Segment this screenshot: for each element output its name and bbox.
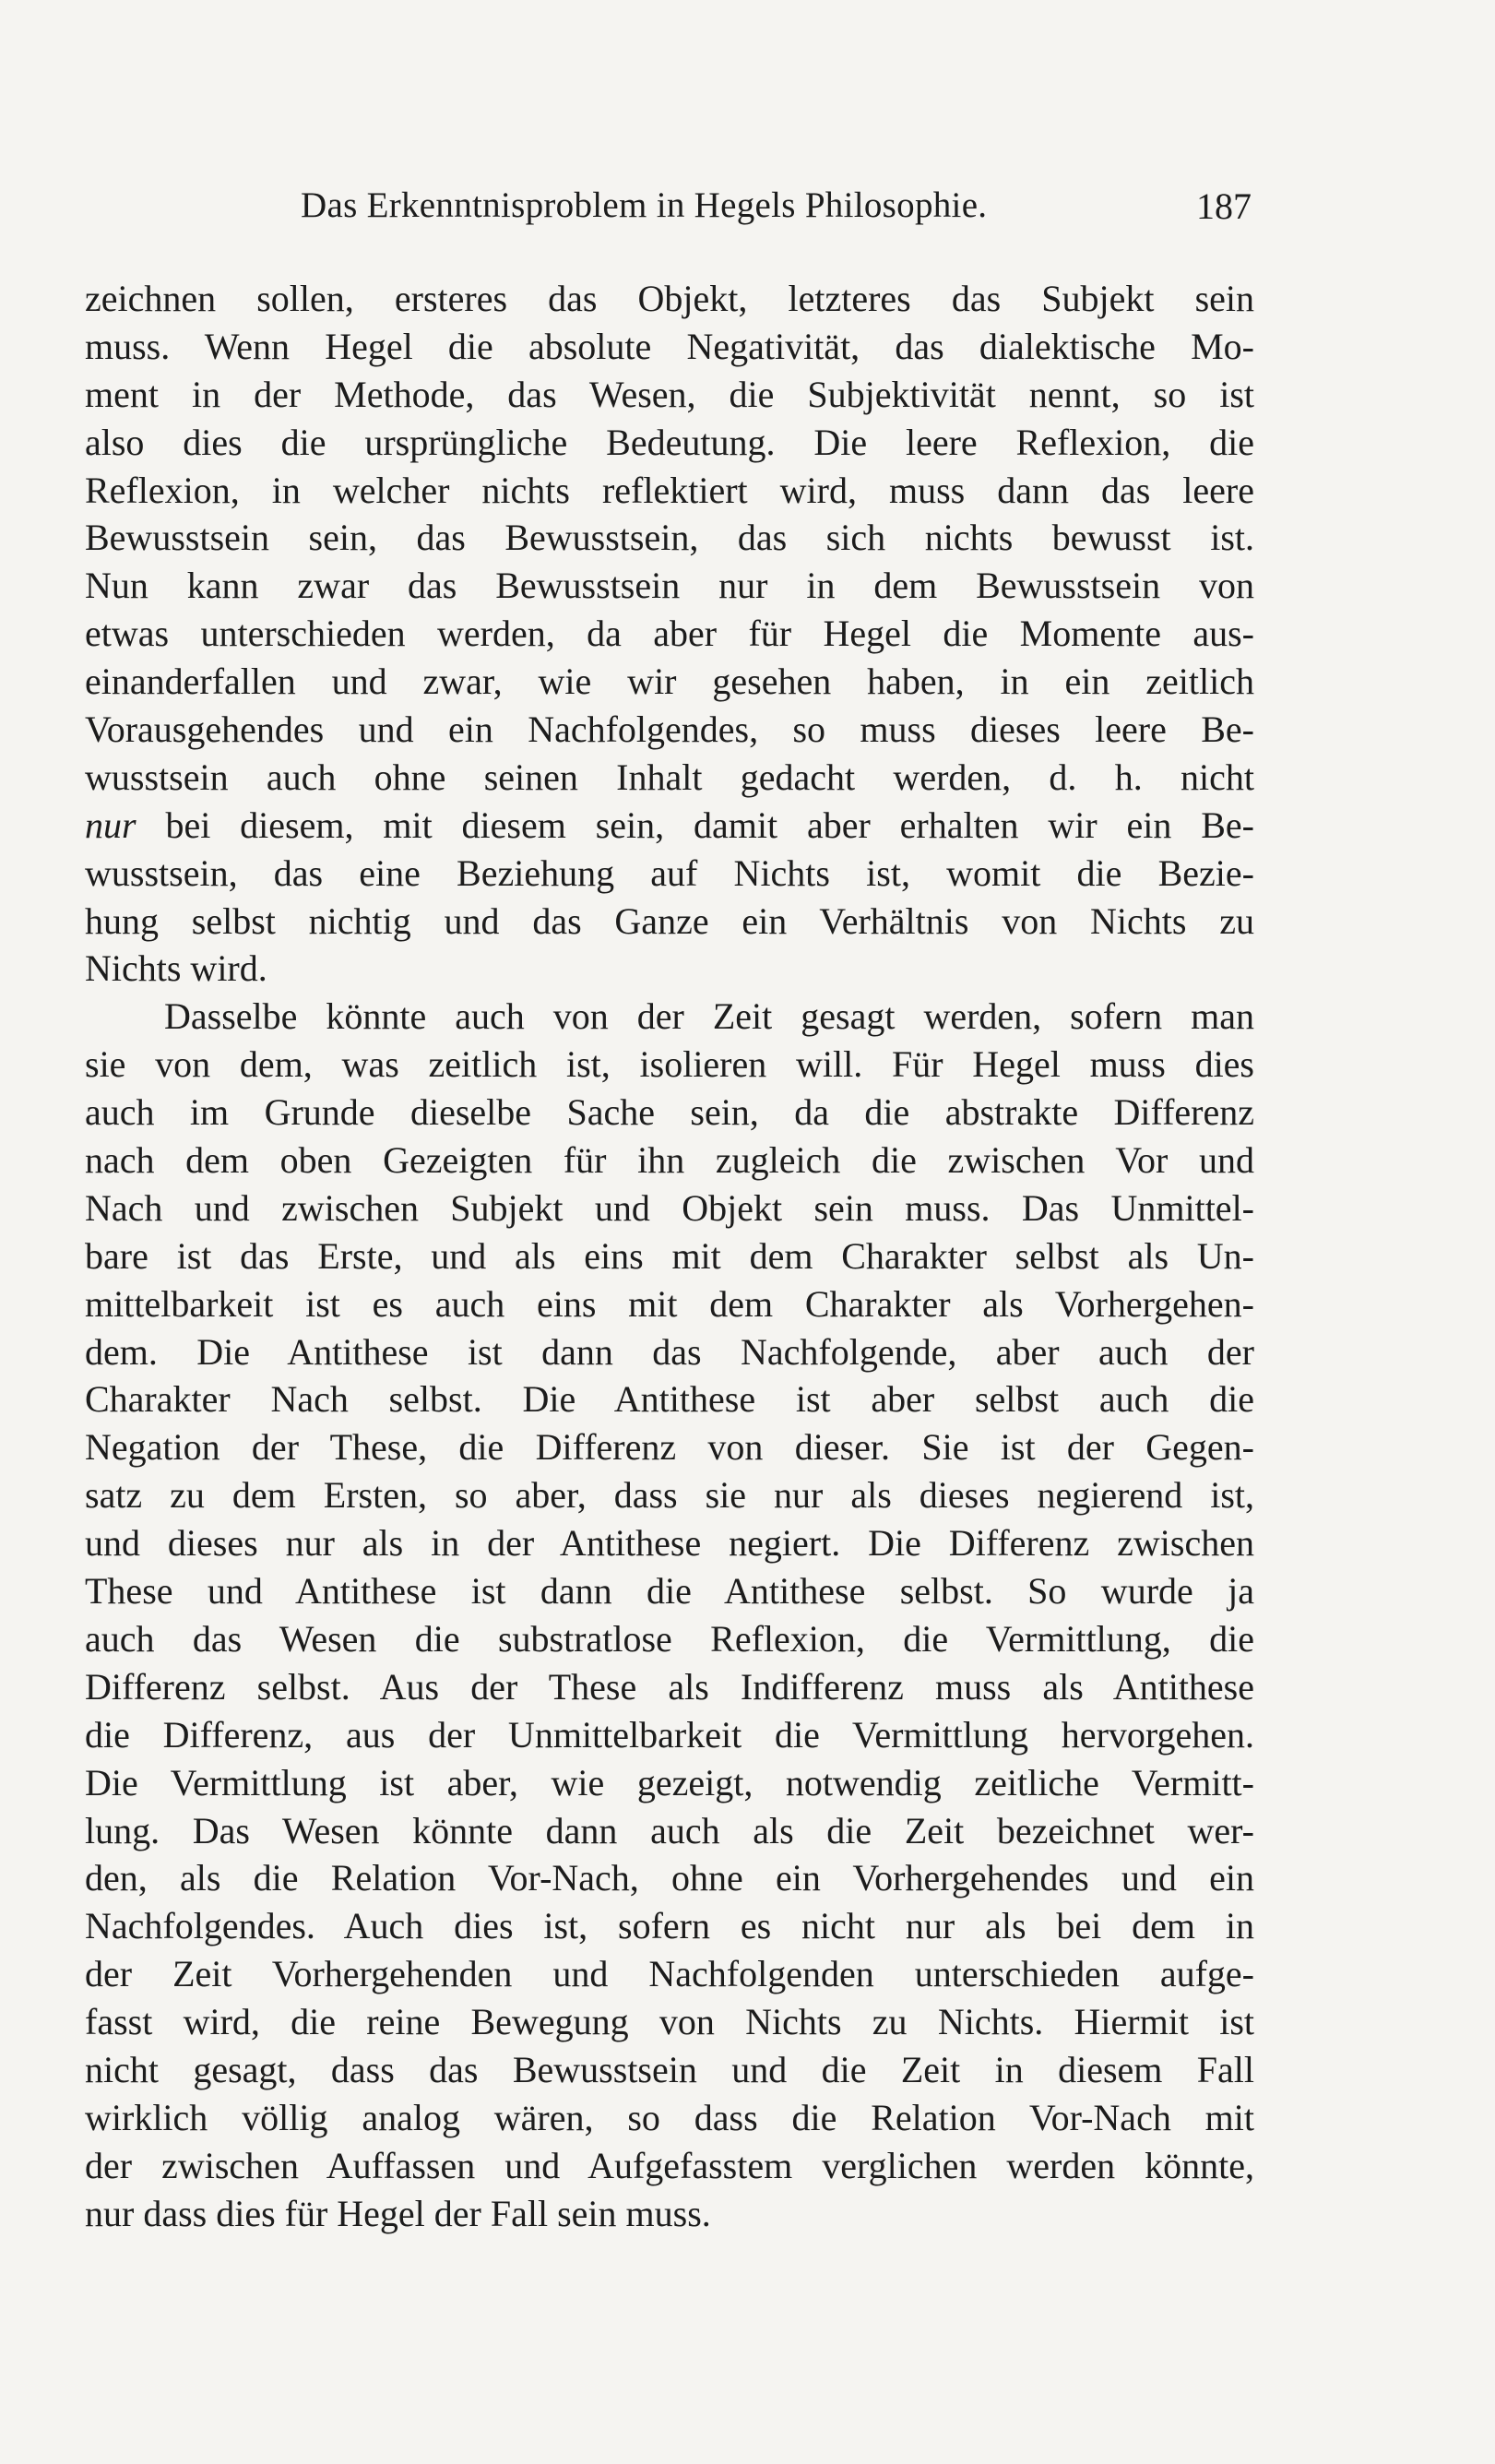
text-line: auch im Grunde dieselbe Sache sein, da die abstrakte Differenz bbox=[85, 1091, 1254, 1134]
text-line: einanderfallen und zwar, wie wir gesehen haben, in ein zeitlich bbox=[85, 661, 1254, 703]
body-text bbox=[85, 275, 1254, 2238]
text-line: These und Antithese ist dann die Antithese selbst. So wurde ja bbox=[85, 1570, 1254, 1613]
text-line: satz zu dem Ersten, so aber, dass sie nur als dieses negierend ist, bbox=[85, 1474, 1254, 1517]
text-line: hung selbst nichtig und das Ganze ein Verhältnis von Nichts zu bbox=[85, 899, 1254, 942]
text-line: Dasselbe könnte auch von der Zeit gesagt werden, sofern man bbox=[164, 995, 1254, 1038]
text-line: Differenz selbst. Aus der These als Indifferenz muss als Antithese bbox=[85, 1665, 1254, 1708]
text-line-with-emphasis bbox=[85, 802, 1254, 850]
text-line: nur dass dies für Hegel der Fall sein muss. bbox=[85, 2192, 711, 2234]
text-line: Negation der These, die Differenz von dieser. Sie ist der Gegen- bbox=[85, 1426, 1254, 1469]
text-line: Vorausgehendes und ein Nachfolgendes, so muss dieses leere Be- bbox=[85, 708, 1254, 751]
text-line: der zwischen Auffassen und Aufgefasstem verglichen werden könnte, bbox=[85, 2144, 1254, 2186]
text-line: nach dem oben Gezeigten für ihn zugleich die zwischen Vor und bbox=[85, 1139, 1254, 1182]
text-line: wusstsein, das eine Beziehung auf Nichts ist, womit die Bezie- bbox=[85, 851, 1254, 894]
text-line: nicht gesagt, dass das Bewusstsein und die Zeit in diesem Fall bbox=[85, 2048, 1254, 2090]
paragraph-2 bbox=[85, 993, 1254, 2237]
text-line: bare ist das Erste, und als eins mit dem Charakter selbst als Un- bbox=[85, 1234, 1254, 1277]
text-line: Nun kann zwar das Bewusstsein nur in dem Bewusstsein von bbox=[85, 565, 1254, 607]
page-header bbox=[85, 185, 1252, 240]
text-line: mittelbarkeit ist es auch eins mit dem Charakter als Vorhergehen- bbox=[85, 1282, 1254, 1325]
emphasized-word: nur bbox=[85, 803, 136, 846]
text-line: fasst wird, die reine Bewegung von Nichts zu Nichts. Hiermit ist bbox=[85, 2001, 1254, 2043]
text-line: wirklich völlig analog wären, so dass die Relation Vor-Nach mit bbox=[85, 2096, 1254, 2138]
text-line: wusstsein auch ohne seinen Inhalt gedacht werden, d. h. nicht bbox=[85, 756, 1254, 798]
text-line: Nachfolgendes. Auch dies ist, sofern es nicht nur als bei dem in bbox=[85, 1905, 1254, 1947]
text-line: also dies die ursprüngliche Bedeutung. Die leere Reflexion, die bbox=[85, 421, 1254, 463]
text-line: die Differenz, aus der Unmittelbarkeit die Vermittlung hervorgehen. bbox=[85, 1713, 1254, 1756]
paragraph-1 bbox=[85, 275, 1254, 993]
text-line-rest: bei diesem, mit diesem sein, damit aber erhalten wir ein Be- bbox=[165, 803, 1255, 846]
text-line: den, als die Relation Vor-Nach, ohne ein Vorhergehendes und ein bbox=[85, 1857, 1254, 1899]
text-line: Charakter Nach selbst. Die Antithese ist aber selbst auch die bbox=[85, 1378, 1254, 1421]
text-line: ment in der Methode, das Wesen, die Subjektivität nennt, so ist bbox=[85, 373, 1254, 415]
text-line: und dieses nur als in der Antithese negiert. Die Differenz zwischen bbox=[85, 1522, 1254, 1565]
text-line: Nach und zwischen Subjekt und Objekt sein muss. Das Unmittel- bbox=[85, 1186, 1254, 1229]
text-line: Nichts wird. bbox=[85, 947, 267, 990]
text-line: Bewusstsein sein, das Bewusstsein, das sich nichts bewusst ist. bbox=[85, 517, 1254, 559]
text-line: etwas unterschieden werden, da aber für Hegel die Momente aus- bbox=[85, 613, 1254, 655]
text-line: dem. Die Antithese ist dann das Nachfolgende, aber auch der bbox=[85, 1330, 1254, 1373]
page-number: 187 bbox=[1196, 185, 1252, 227]
running-title: Das Erkenntnisproblem in Hegels Philosophie. bbox=[301, 185, 988, 225]
text-line: lung. Das Wesen könnte dann auch als die Zeit bezeichnet wer- bbox=[85, 1809, 1254, 1851]
text-line: Reflexion, in welcher nichts reflektiert wird, muss dann das leere bbox=[85, 469, 1254, 511]
text-line: sie von dem, was zeitlich ist, isolieren will. Für Hegel muss dies bbox=[85, 1043, 1254, 1086]
text-line: zeichnen sollen, ersteres das Objekt, letzteres das Subjekt sein bbox=[85, 278, 1254, 319]
text-line: der Zeit Vorhergehenden und Nachfolgenden unterschieden aufge- bbox=[85, 1953, 1254, 1995]
text-line: Die Vermittlung ist aber, wie gezeigt, notwendig zeitliche Vermitt- bbox=[85, 1761, 1254, 1803]
text-line: auch das Wesen die substratlose Reflexion, die Vermittlung, die bbox=[85, 1617, 1254, 1660]
text-line: muss. Wenn Hegel die absolute Negativität, das dialektische Mo- bbox=[85, 325, 1254, 367]
